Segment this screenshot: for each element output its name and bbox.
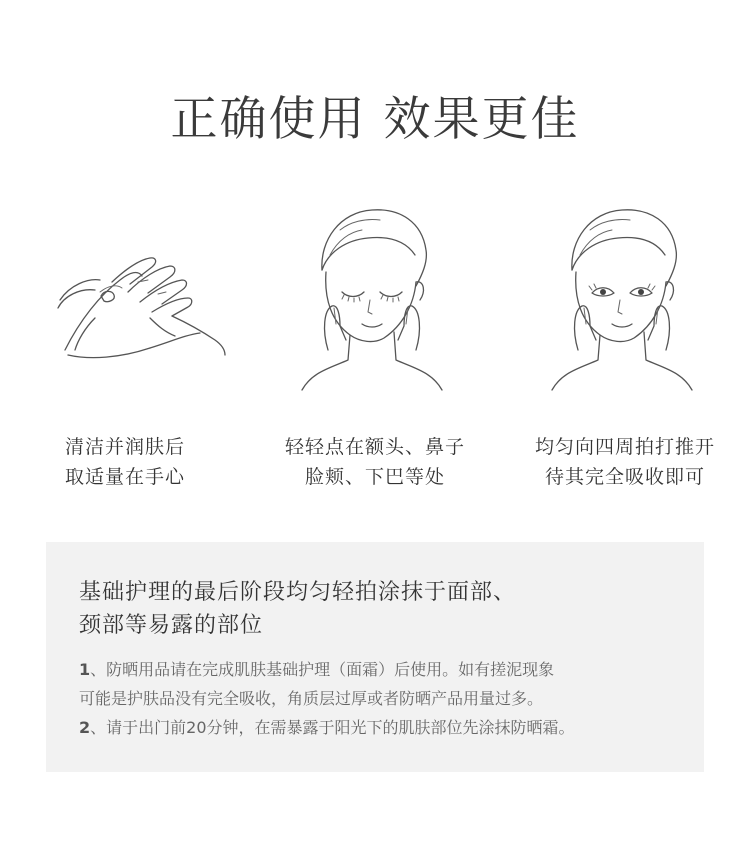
caption-line: 均匀向四周拍打推开 xyxy=(534,436,715,458)
note-text: 可能是护肤品没有完全吸收，角质层过厚或者防晒产品用量过多。 xyxy=(79,689,544,708)
note-number: 2 xyxy=(79,718,91,737)
step-1-caption xyxy=(0,432,250,492)
step-2-caption xyxy=(250,432,500,492)
note-line xyxy=(79,713,689,742)
panel-notes xyxy=(79,655,689,742)
note-line xyxy=(79,655,689,684)
steps-row xyxy=(0,200,750,500)
heading-line: 颈部等易露的部位 xyxy=(79,613,264,638)
note-text: 、防晒用品请在完成肌肤基础护理（面霜）后使用。如有搓泥现象 xyxy=(90,660,555,679)
note-line xyxy=(79,684,689,713)
note-text: 、请于出门前20分钟，在需暴露于阳光下的肌肤部位先涂抹防晒霜。 xyxy=(90,718,575,737)
heading-line: 基础护理的最后阶段均匀轻拍涂抹于面部、 xyxy=(79,580,517,605)
page-title: 正确使用 效果更佳 xyxy=(170,92,580,147)
caption-line: 脸颊、下巴等处 xyxy=(304,466,445,488)
face-eyes-open-illustration xyxy=(500,200,750,420)
face-eyes-closed-illustration xyxy=(250,200,500,420)
step-2 xyxy=(250,200,500,500)
caption-line: 待其完全吸收即可 xyxy=(544,466,705,488)
caption-line: 轻轻点在额头、鼻子 xyxy=(284,436,465,458)
step-3 xyxy=(500,200,750,500)
tips-panel xyxy=(46,542,704,772)
caption-line: 清洁并润肤后 xyxy=(64,436,185,458)
step-3-caption xyxy=(500,432,750,492)
hands-illustration xyxy=(0,200,250,420)
note-number: 1 xyxy=(79,660,91,679)
caption-line: 取适量在手心 xyxy=(64,466,185,488)
step-1 xyxy=(0,200,250,500)
panel-heading xyxy=(79,576,679,642)
